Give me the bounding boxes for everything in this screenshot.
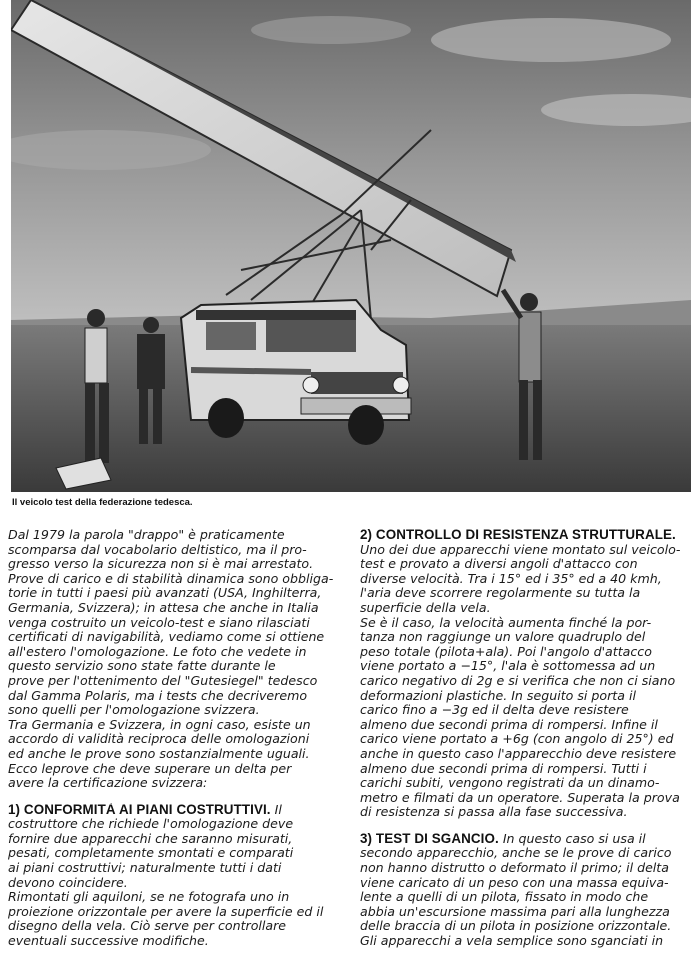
text-line: Ecco leprove che deve superare un delta per: [8, 761, 292, 776]
text-line: Tra Germania e Svizzera, in ogni caso, esiste un: [8, 717, 311, 732]
text-line: delle braccia di un pilota in posizione orizzontale.: [360, 919, 672, 934]
text-line: gresso verso la sicurezza non si è mai arrestato.: [8, 557, 314, 572]
text-line: sono quelli per l'omologazione svizzera.: [8, 703, 260, 718]
cloud: [251, 16, 411, 44]
left-column: [8, 528, 344, 949]
text-line: proiezione orizzontale per avere la superficie ed il: [8, 904, 324, 919]
text-line: almeno due secondi prima di rompersi. Infine il: [360, 717, 658, 732]
text-line: anche in questo caso l'apparecchio deve resistere: [360, 746, 677, 761]
text-line: diverse velocità. Tra i 15° ed i 35° ed a 40 kmh,: [360, 571, 662, 586]
text-line: di resistenza si passa alla fase successiva.: [360, 805, 628, 820]
text-line: viene caricato di un peso con una massa equiva-: [360, 875, 669, 890]
text-line: fornire due apparecchi che saranno misurati,: [8, 831, 293, 846]
section-1-paragraph: [8, 803, 344, 949]
photo-caption: Il veicolo test della federazione tedesca.: [12, 497, 193, 508]
text-line: ed anche le prove sono sostanzialmente uguali.: [8, 746, 310, 761]
text-line: viene portato a −15°, l'ala è sottomessa ad un: [360, 659, 656, 674]
text-line: carico viene portato a +6g (con angolo di 25°) ed: [360, 732, 674, 747]
text-line: Gli apparecchi a vela semplice sono sganciati in: [360, 934, 664, 949]
text-line: tanza non raggiunge un valore quadruplo del: [360, 630, 646, 645]
text-line: peso totale (pilota+ala). Poi l'angolo d'attacco: [360, 644, 652, 659]
text-line: accordo di validità reciproca delle omologazioni: [8, 732, 310, 747]
text-line: abbia un'escursione massima pari alla lunghezza: [360, 904, 670, 919]
text-line: Uno dei due apparecchi viene montato sul veicolo-: [360, 542, 681, 557]
right-column: [360, 528, 696, 949]
text-line: scomparsa dal vocabolario deltistico, ma il pro-: [8, 542, 307, 557]
text-line: ai piani costruttivi; naturalmente tutti i dati: [8, 861, 282, 876]
text-fragment: In questo caso si usa il: [502, 831, 646, 846]
text-line: dal Gamma Polaris, ma i tests che decriveremo: [8, 688, 308, 703]
text-line: carico negativo di 2g e si verifica che non ci siano: [360, 673, 676, 688]
text-line: almeno due secondi prima di rompersi. Tutti i: [360, 761, 647, 776]
text-line: Dal 1979 la parola "drappo" è praticamente: [8, 528, 285, 542]
text-line: Rimontati gli aquiloni, se ne fotografa uno in: [8, 890, 290, 905]
photo-illustration: [11, 0, 691, 492]
text-line: venga costruito un veicolo-test e siano rilasciati: [8, 615, 310, 630]
text-line: [360, 832, 696, 847]
text-line: costruttore che richiede l'omologazione deve: [8, 817, 294, 832]
text-line: l'aria deve scorrere regolarmente su tutta la: [360, 586, 641, 601]
text-line: test e provato a diversi angoli d'attacco con: [360, 557, 638, 572]
section-2-heading: 2) CONTROLLO DI RESISTENZA STRUTTURALE.: [360, 528, 676, 542]
section-3-paragraph: [360, 832, 696, 949]
text-line: questo servizio sono state fatte durante le: [8, 659, 276, 674]
text-line: carico fino a −3g ed il delta deve resistere: [360, 703, 629, 718]
text-line: eventuali successive modifiche.: [8, 934, 209, 949]
section-2-paragraph: [360, 528, 696, 820]
text-line: lente a quelli di un pilota, fissato in modo che: [360, 890, 649, 905]
text-line: metro e filmati da un operatore. Superata la prova: [360, 790, 680, 805]
text-line: secondo apparecchio, anche se le prove di carico: [360, 846, 672, 861]
text-line: deformazioni plastiche. In seguito si porta il: [360, 688, 636, 703]
text-line: avere la certificazione svizzera:: [8, 776, 208, 791]
section-1-heading: 1) CONFORMITÀ AI PIANI COSTRUTTIVI.: [8, 802, 271, 817]
text-line: all'estero l'omologazione. Le foto che vedete in: [8, 644, 307, 659]
section-3-heading: 3) TEST DI SGANCIO.: [360, 831, 499, 846]
text-line: non hanno distrutto o deformato il primo; il delta: [360, 861, 669, 876]
text-line: pesati, completamente smontati e comparati: [8, 846, 294, 861]
text-line: devono coincidere.: [8, 875, 128, 890]
text-line: disegno della vela. Ciò serve per controllare: [8, 919, 287, 934]
text-fragment: Il: [274, 802, 282, 817]
text-line: Prove di carico e di stabilità dinamica sono obbliga-: [8, 571, 334, 586]
intro-paragraph: [8, 528, 344, 791]
text-line: Se è il caso, la velocità aumenta finché la por-: [360, 615, 652, 630]
text-line: [8, 803, 344, 818]
cloud: [431, 18, 671, 62]
test-vehicle-photo: [11, 0, 691, 492]
text-line: carichi subiti, vengono registrati da un dinamo-: [360, 776, 660, 791]
text-line: certificati di navigabilità, vediamo come si ottiene: [8, 630, 325, 645]
text-line: superficie della vela.: [360, 600, 491, 615]
text-line: Germania, Svizzera); in attesa che anche in Italia: [8, 600, 319, 615]
text-line: prove per l'ottenimento del "Gutesiegel" tedesco: [8, 673, 318, 688]
text-line: torie in tutti i paesi più avanzati (USA, Inghilterra,: [8, 586, 322, 601]
